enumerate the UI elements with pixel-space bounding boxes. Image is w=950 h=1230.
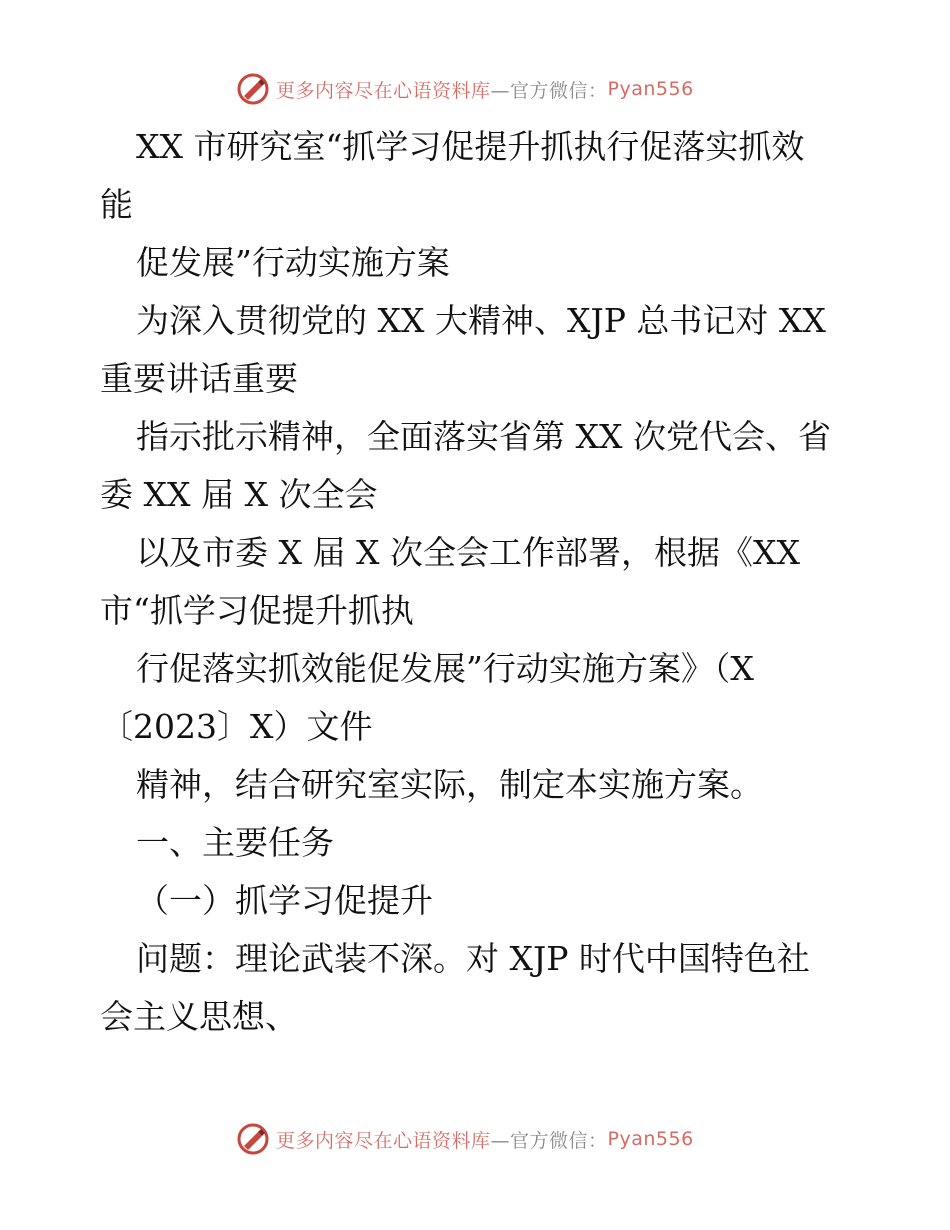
text-line: 问题：理论武装不深。对 XJP 时代中国特色社 bbox=[136, 939, 810, 978]
watermark-id: Pyan556 bbox=[607, 1128, 694, 1150]
text-line: 重要讲话重要 bbox=[100, 359, 298, 398]
text-line: 能 bbox=[100, 185, 133, 224]
subsection-heading: （一）抓学习促提升 bbox=[136, 881, 433, 920]
text-line: XX 市研究室“抓学习促提升抓执行促落实抓效 bbox=[136, 127, 805, 166]
watermark-label: —官方微信： bbox=[490, 79, 608, 102]
text-line: 行促落实抓效能促发展”行动实施方案》（X bbox=[136, 649, 754, 688]
pen-logo-icon bbox=[236, 72, 270, 106]
text-line: 委 XX 届 X 次全会 bbox=[100, 475, 378, 514]
footer-watermark bbox=[236, 1122, 694, 1156]
watermark-title: 更多内容尽在心语资料库 bbox=[276, 79, 491, 102]
header-watermark bbox=[236, 72, 694, 106]
text-line: 指示批示精神，全面落实省第 XX 次党代会、省 bbox=[136, 417, 831, 456]
text-line: 精神，结合研究室实际，制定本实施方案。 bbox=[136, 765, 763, 804]
text-line: 市“抓学习促提升抓执 bbox=[100, 591, 414, 630]
watermark-title: 更多内容尽在心语资料库 bbox=[276, 1129, 491, 1152]
text-line: 以及市委 X 届 X 次全会工作部署，根据《XX bbox=[136, 533, 800, 572]
watermark-label: —官方微信： bbox=[490, 1129, 608, 1152]
section-heading: 一、主要任务 bbox=[136, 823, 334, 862]
pen-logo-icon bbox=[236, 1122, 270, 1156]
text-line: 〔2023〕X）文件 bbox=[100, 707, 373, 746]
text-line: 为深入贯彻党的 XX 大精神、XJP 总书记对 XX bbox=[136, 301, 826, 340]
document-body bbox=[100, 118, 860, 1046]
text-line: 会主义思想、 bbox=[100, 997, 298, 1036]
watermark-id: Pyan556 bbox=[607, 78, 694, 100]
text-line: 促发展”行动实施方案 bbox=[136, 243, 450, 282]
